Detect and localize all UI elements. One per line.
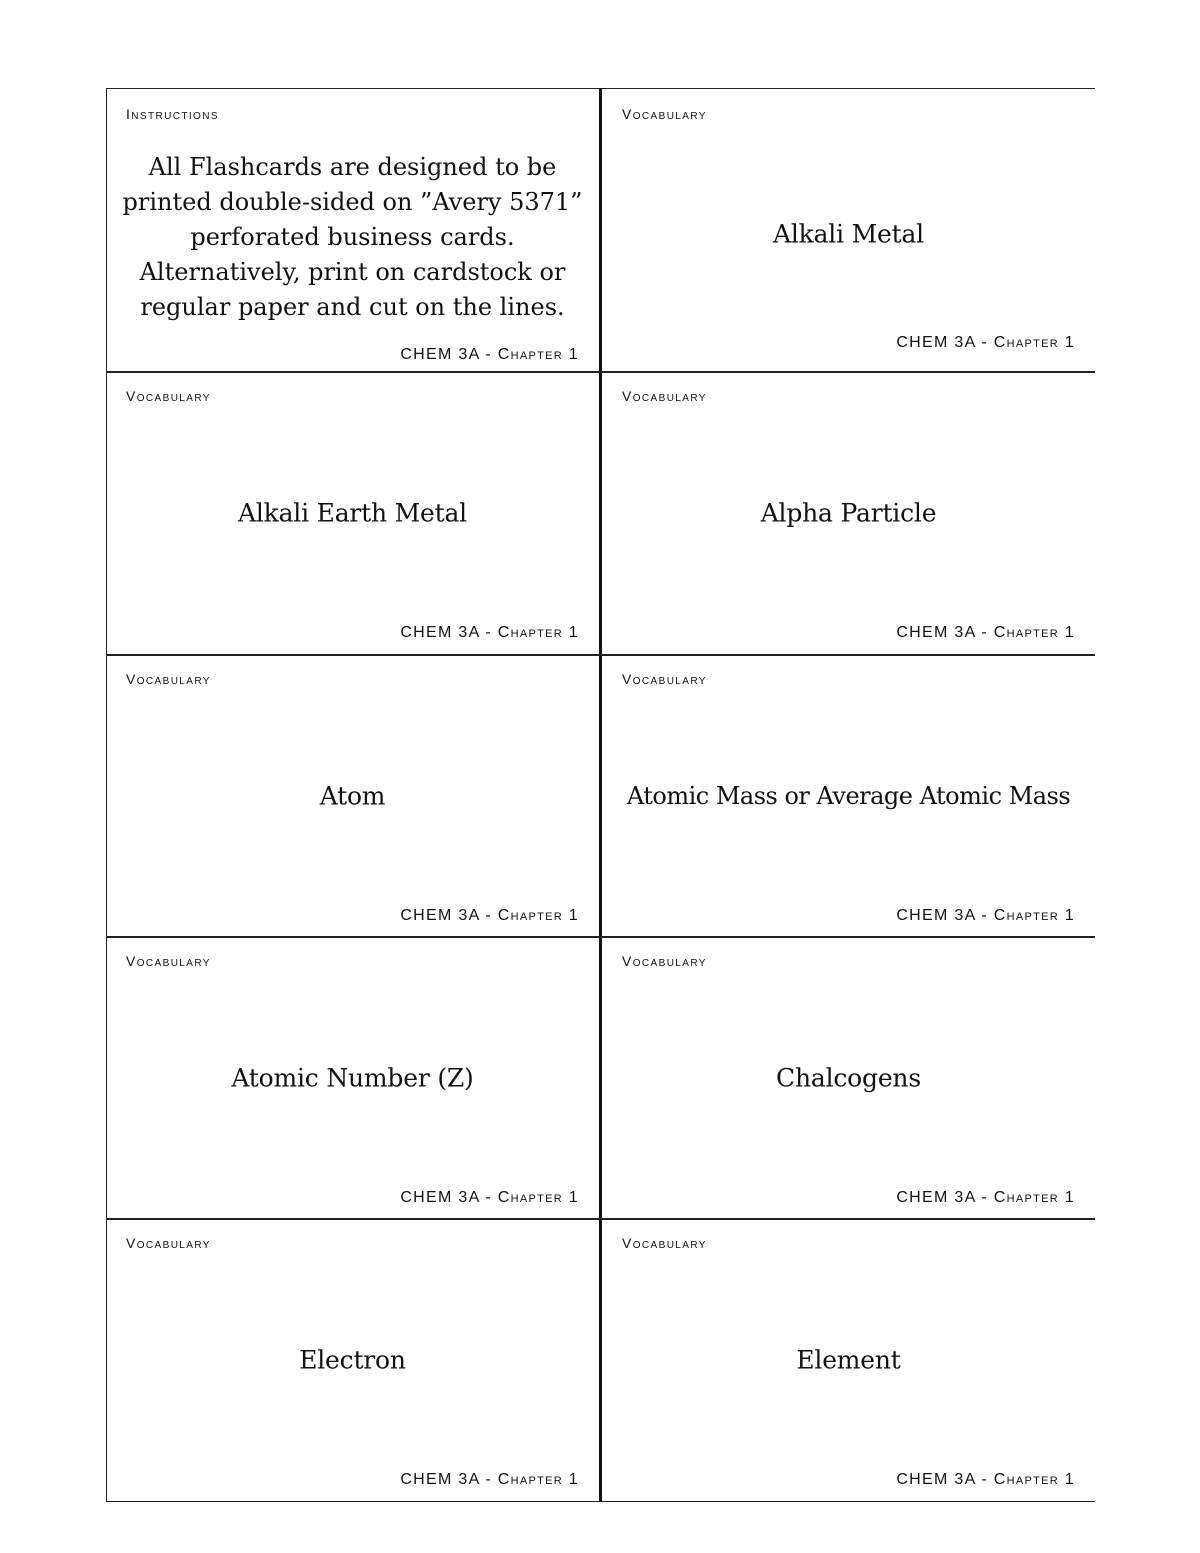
- card-category: Vocabulary: [126, 388, 211, 404]
- card-footer: CHEM 3A - Chapter 1: [400, 1471, 579, 1488]
- card-term: Atomic Mass or Average Atomic Mass: [626, 782, 1071, 810]
- card-term: Alkali Metal: [773, 219, 924, 249]
- card-category: Vocabulary: [126, 1235, 211, 1251]
- card-category: Vocabulary: [126, 953, 211, 969]
- flashcard: [106, 372, 599, 654]
- flashcard: [602, 937, 1095, 1219]
- card-footer: CHEM 3A - Chapter 1: [400, 1189, 579, 1206]
- flashcard: [602, 1219, 1095, 1501]
- card-term: Electron: [299, 1345, 406, 1375]
- card-footer: CHEM 3A - Chapter 1: [896, 1189, 1075, 1206]
- card-term: Alkali Earth Metal: [238, 498, 467, 528]
- card-footer: CHEM 3A - Chapter 1: [400, 907, 579, 924]
- card-footer: CHEM 3A - Chapter 1: [896, 1471, 1075, 1488]
- flashcard: [602, 90, 1095, 372]
- card-footer: CHEM 3A - Chapter 1: [400, 624, 579, 641]
- instructions-card: [106, 90, 599, 372]
- card-footer: CHEM 3A - Chapter 1: [896, 907, 1075, 924]
- card-term: Alpha Particle: [760, 498, 937, 528]
- card-term: Atom: [319, 781, 386, 811]
- card-term: Element: [796, 1345, 901, 1375]
- card-category: Instructions: [126, 106, 219, 122]
- card-category: Vocabulary: [622, 388, 707, 404]
- card-footer: CHEM 3A - Chapter 1: [896, 334, 1075, 351]
- card-category: Vocabulary: [622, 953, 707, 969]
- flashcard: [106, 937, 599, 1219]
- flashcard: [602, 655, 1095, 937]
- instructions-text: All Flashcards are designed to be printed double-sided on ”Avery 5371” perforated business cards. Alternatively, print on cardstock or regular paper and cut on the lines.: [122, 153, 583, 321]
- flashcard: [602, 372, 1095, 654]
- card-category: Vocabulary: [622, 1235, 707, 1251]
- card-footer: CHEM 3A - Chapter 1: [896, 624, 1075, 641]
- card-category: Vocabulary: [126, 671, 211, 687]
- flashcard: [106, 1219, 599, 1501]
- card-footer: CHEM 3A - Chapter 1: [400, 346, 579, 363]
- card-term: Atomic Number (Z): [231, 1063, 474, 1093]
- card-category: Vocabulary: [622, 106, 707, 122]
- flashcard: [106, 655, 599, 937]
- card-term: Chalcogens: [776, 1063, 921, 1093]
- card-category: Vocabulary: [622, 671, 707, 687]
